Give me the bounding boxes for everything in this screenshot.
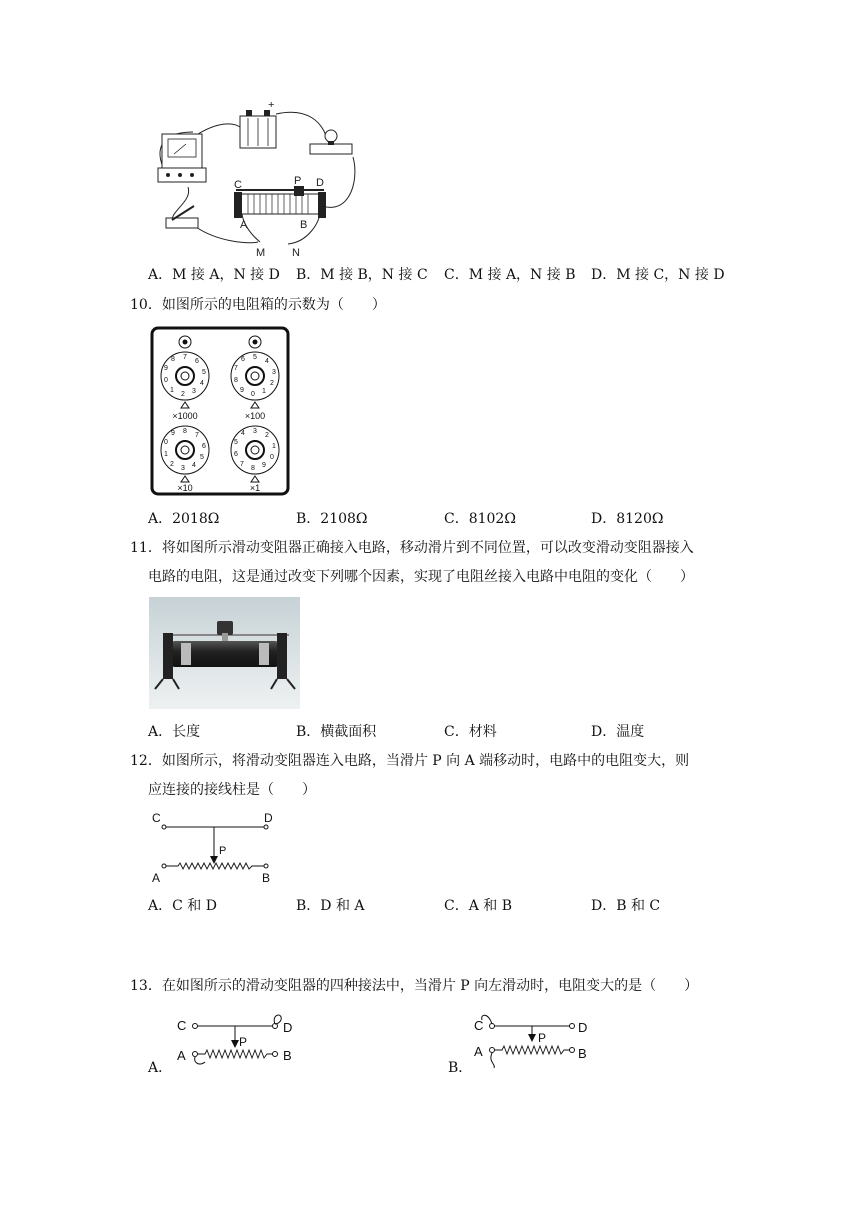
q13b-label-b: B — [578, 1046, 587, 1061]
q9-label-c: C — [234, 179, 242, 191]
q13-option-b-label: B． — [448, 1060, 473, 1076]
q11-stem-line2: 电路的电阻，这是通过改变下列哪个因素，实现了电阻丝接入电路中电阻的变化（ ） — [148, 569, 694, 585]
svg-text:8: 8 — [234, 377, 238, 384]
svg-text:2: 2 — [270, 380, 274, 387]
q12-stem-line2: 应连接的接线柱是（ ） — [148, 782, 316, 798]
q13a-label-c: C — [177, 1018, 187, 1033]
svg-text:4: 4 — [200, 380, 204, 387]
svg-text:4: 4 — [265, 358, 269, 365]
q9-label-m: M — [256, 247, 266, 259]
q13b-label-p: P — [538, 1031, 547, 1045]
svg-text:7: 7 — [183, 354, 187, 361]
q12-label-a: A — [152, 871, 161, 885]
q10-option-b: B．2108Ω — [296, 511, 368, 527]
q11-option-b: B．横截面积 — [296, 724, 377, 740]
svg-text:7: 7 — [195, 432, 199, 439]
q13a-label-b: B — [283, 1048, 292, 1063]
q13b-label-c: C — [474, 1018, 484, 1033]
q12-option-a: A．C 和 D — [148, 898, 217, 914]
q13a-label-p: P — [239, 1035, 248, 1049]
q10-dial-label-100: ×100 — [244, 411, 266, 421]
q9-option-d: D．M 接 C，N 接 D — [591, 267, 725, 283]
q10-option-a: A．2018Ω — [148, 511, 220, 527]
q13a-label-d: D — [283, 1020, 293, 1035]
q13-option-b-diagram — [472, 1010, 602, 1070]
svg-text:8: 8 — [171, 356, 175, 363]
q9-option-b: B．M 接 B，N 接 C — [296, 267, 428, 283]
q12-option-b: B．D 和 A — [296, 898, 365, 914]
svg-text:1: 1 — [272, 443, 276, 450]
svg-text:3: 3 — [181, 465, 185, 472]
q11-option-a: A．长度 — [148, 724, 201, 740]
svg-text:6: 6 — [234, 451, 238, 458]
q10-resistance-box-figure — [150, 326, 290, 496]
q10-option-d: D．8120Ω — [591, 511, 664, 527]
q12-label-c: C — [152, 811, 161, 825]
svg-text:5: 5 — [200, 454, 204, 461]
q12-option-d: D．B 和 C — [591, 898, 661, 914]
q9-option-a: A．M 接 A，N 接 D — [148, 267, 280, 283]
q9-label-a: A — [240, 219, 248, 231]
q12-stem-line1: 12．如图所示，将滑动变阻器连入电路，当滑片 P 向 A 端移动时，电路中的电阻变大，则 — [130, 753, 690, 769]
q10-stem: 10．如图所示的电阻箱的示数为（ ） — [130, 297, 386, 313]
svg-text:1: 1 — [164, 451, 168, 458]
svg-text:3: 3 — [253, 428, 257, 435]
svg-text:8: 8 — [183, 428, 187, 435]
q13-option-a-label: A． — [148, 1060, 173, 1076]
q13b-label-d: D — [578, 1020, 588, 1035]
svg-text:7: 7 — [240, 461, 244, 468]
q9-plus-label: + — [268, 102, 275, 111]
svg-text:9: 9 — [240, 387, 244, 394]
svg-text:6: 6 — [241, 356, 245, 363]
q13-stem: 13．在如图所示的滑动变阻器的四种接法中，当滑片 P 向左滑动时，电阻变大的是（ ） — [130, 978, 699, 994]
q10-option-c: C．8102Ω — [444, 511, 516, 527]
svg-text:0: 0 — [164, 377, 168, 384]
q11-option-d: D．温度 — [591, 724, 645, 740]
svg-text:2: 2 — [170, 461, 174, 468]
q13-option-a-diagram — [175, 1010, 305, 1070]
q12-label-p: P — [219, 845, 227, 857]
q11-stem-line1: 11．将如图所示滑动变阻器正确接入电路，移动滑片到不同位置，可以改变滑动变阻器接入 — [130, 540, 694, 556]
svg-text:2: 2 — [181, 391, 185, 398]
q12-option-c: C．A 和 B — [444, 898, 513, 914]
svg-text:9: 9 — [164, 365, 168, 372]
svg-text:0: 0 — [251, 391, 255, 398]
q9-label-p: P — [294, 175, 302, 187]
q12-rheostat-diagram — [148, 808, 278, 886]
svg-text:8: 8 — [251, 465, 255, 472]
svg-text:5: 5 — [202, 369, 206, 376]
q11-rheostat-photo — [149, 597, 300, 709]
q9-circuit-figure — [148, 102, 368, 260]
svg-text:1: 1 — [262, 388, 266, 395]
svg-text:3: 3 — [272, 369, 276, 376]
svg-text:9: 9 — [171, 430, 175, 437]
q10-dial-label-1000: ×1000 — [172, 411, 198, 421]
q9-label-n: N — [292, 247, 300, 259]
svg-text:9: 9 — [262, 462, 266, 469]
q10-dial-label-1: ×1 — [249, 483, 261, 493]
svg-text:4: 4 — [192, 462, 196, 469]
q12-label-b: B — [262, 871, 271, 885]
svg-text:6: 6 — [202, 443, 206, 450]
q9-option-c: C．M 接 A，N 接 B — [444, 267, 576, 283]
q10-dial-label-10: ×10 — [177, 483, 193, 493]
svg-text:3: 3 — [192, 388, 196, 395]
svg-text:4: 4 — [241, 430, 245, 437]
svg-text:5: 5 — [253, 354, 257, 361]
q9-label-d: D — [316, 177, 324, 189]
q13b-label-a: A — [474, 1044, 483, 1059]
svg-text:5: 5 — [234, 439, 238, 446]
svg-text:7: 7 — [234, 365, 238, 372]
svg-text:0: 0 — [270, 454, 274, 461]
svg-text:6: 6 — [195, 358, 199, 365]
q13a-label-a: A — [177, 1048, 186, 1063]
q12-label-d: D — [264, 811, 273, 825]
svg-text:1: 1 — [170, 387, 174, 394]
q9-label-b: B — [300, 219, 308, 231]
svg-text:0: 0 — [164, 439, 168, 446]
q11-option-c: C．材料 — [444, 724, 497, 740]
svg-text:2: 2 — [265, 432, 269, 439]
